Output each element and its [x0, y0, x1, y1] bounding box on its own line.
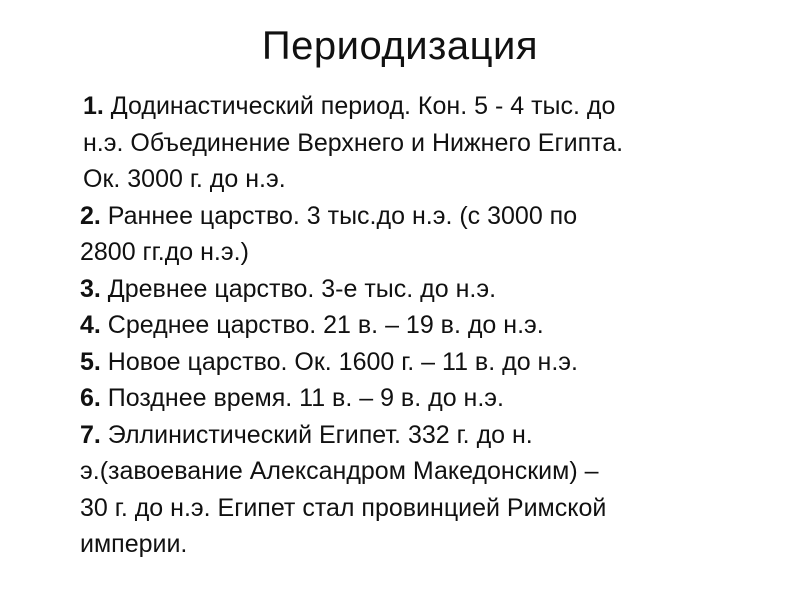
list-item-1-line-2: н.э. Объединение Верхнего и Нижнего Египта.: [83, 128, 624, 157]
periodization-list: [80, 88, 760, 563]
list-item-4-line-1: [80, 307, 760, 344]
list-item-5-number: 5.: [80, 347, 101, 376]
list-item-3-text-1: Древнее царство. 3-е тыс. до н.э.: [100, 274, 497, 303]
list-item-5: [80, 344, 760, 381]
list-item-1-text-1: Додинастический период. Кон. 5 - 4 тыс. до: [103, 92, 616, 120]
list-item-7-number: 7.: [80, 420, 101, 449]
list-item-6: [80, 380, 760, 417]
list-item-1: [80, 88, 760, 198]
list-item-5-line-1: [80, 344, 760, 381]
list-item-2: [80, 198, 760, 271]
list-item-6-text-1: Позднее время. 11 в. – 9 в. до н.э.: [100, 384, 504, 412]
list-item-1-line-3: Ок. 3000 г. до н.э.: [83, 165, 286, 193]
list-item-5-text-1: Новое царство. Ок. 1600 г. – 11 в. до н.э.: [100, 347, 578, 376]
list-item-7-line-4: империи.: [80, 530, 188, 558]
list-item-1-line-1: [80, 88, 760, 125]
list-item-1-number: 1.: [83, 92, 104, 120]
list-item-7-line-3: 30 г. до н.э. Египет стал провинцией Римской: [80, 493, 607, 522]
list-item-6-line-1: [80, 380, 760, 417]
slide-title: Периодизация: [261, 24, 539, 68]
list-item-2-text-1: Раннее царство. 3 тыс.до н.э. (с 3000 по: [100, 201, 578, 230]
list-item-3-number: 3.: [80, 274, 101, 303]
list-item-2-number: 2.: [80, 201, 101, 230]
list-item-2-line-1: [80, 198, 760, 235]
list-item-3: [80, 271, 760, 308]
list-item-7: [80, 417, 760, 563]
list-item-3-line-1: [80, 271, 760, 308]
list-item-7-text-1: Эллинистический Египет. 332 г. до н.: [100, 420, 533, 449]
list-item-7-line-1: [80, 417, 760, 454]
list-item-7-line-2: э.(завоевание Александром Македонским) –: [80, 457, 599, 485]
list-item-4-number: 4.: [80, 311, 101, 339]
list-item-4-text-1: Среднее царство. 21 в. – 19 в. до н.э.: [100, 311, 544, 339]
list-item-2-line-2: 2800 гг.до н.э.): [80, 238, 249, 266]
list-item-4: [80, 307, 760, 344]
list-item-6-number: 6.: [80, 384, 101, 412]
